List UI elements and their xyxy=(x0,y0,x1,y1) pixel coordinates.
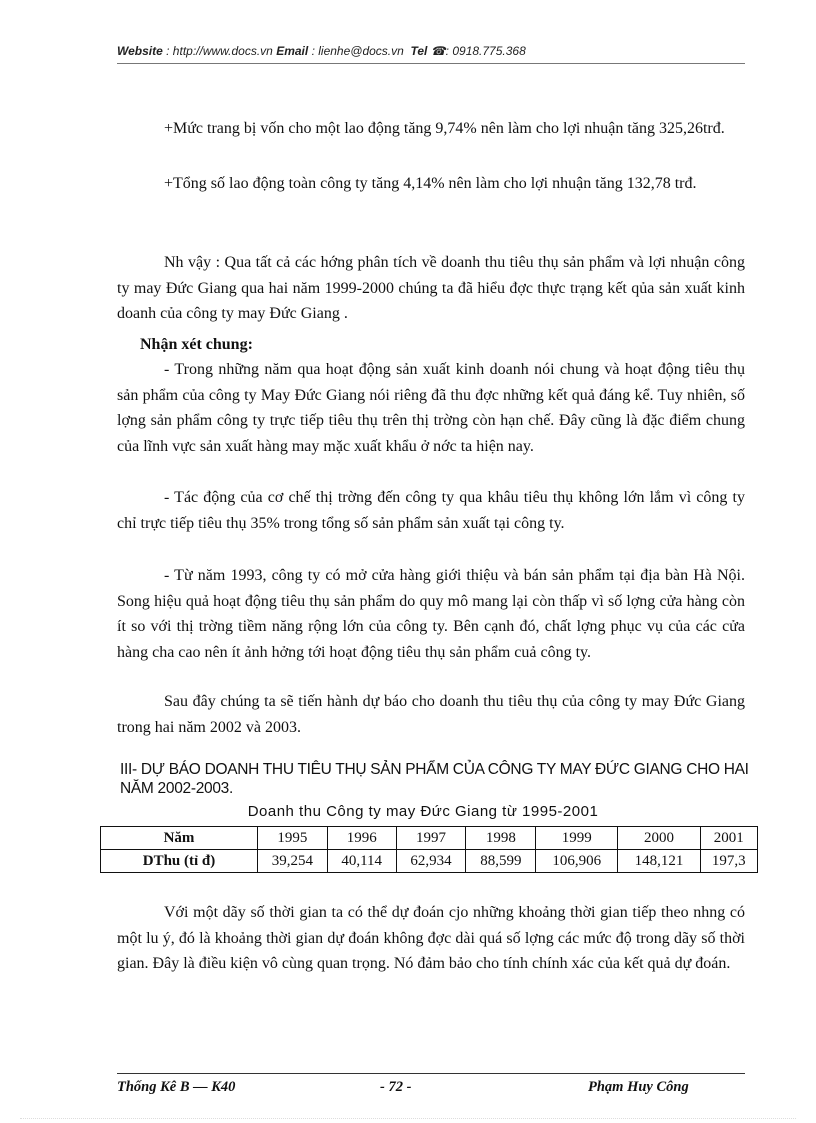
website-url[interactable]: : http://www.docs.vn xyxy=(166,44,273,58)
section-title: III- DỰ BÁO DOANH THU TIÊU THỤ SẢN PHẨM CỦA CÔNG TY MAY ĐỨC GIANG CHO HAI NĂM 2002-2003. xyxy=(120,761,749,797)
revenue-cell: 88,599 xyxy=(466,850,536,873)
year-cell: 1999 xyxy=(536,827,618,850)
revenue-table xyxy=(100,826,758,873)
tel-value: : 0918.775.368 xyxy=(445,44,526,58)
year-header-cell: Năm xyxy=(101,827,258,850)
paragraph-summary: Nh vậy : Qua tất cả các hớng phân tích về doanh thu tiêu thụ sản phẩm và lợi nhuận công ty may Đức Giang qua hai năm 1999-2000 chúng ta đã hiểu đợc thực trạng kết qủa sản xuất kinh doanh của công ty may Đức Giang . xyxy=(117,254,745,322)
revenue-cell: 39,254 xyxy=(258,850,328,873)
year-cell: 1995 xyxy=(258,827,328,850)
footer-left: Thống Kê B — K40 xyxy=(117,1079,236,1095)
page-bottom-border xyxy=(20,1118,796,1119)
paragraph-capital: +Mức trang bị vốn cho một lao động tăng 9,74% nên làm cho lợi nhuận tăng 325,26trđ. xyxy=(164,120,725,137)
year-cell: 1997 xyxy=(396,827,466,850)
revenue-header-cell: DThu (tỉ đ) xyxy=(101,850,258,873)
paragraph-labor: +Tổng số lao động toàn công ty tăng 4,14% nên làm cho lợi nhuận tăng 132,78 trđ. xyxy=(164,175,697,192)
page-number: - 72 - xyxy=(380,1079,412,1095)
header-divider xyxy=(117,63,745,64)
table-row xyxy=(101,850,758,873)
revenue-cell: 40,114 xyxy=(327,850,396,873)
paragraph-remark-2: - Tác động của cơ chế thị trờng đến công ty qua khâu tiêu thụ không lớn lắm vì công ty chỉ trực tiếp tiêu thụ 35% trong tổng số sản phẩm sản xuất tại công ty. xyxy=(117,489,745,532)
email-value[interactable]: : lienhe@docs.vn xyxy=(311,44,404,58)
paragraph-forecast-method: Với một dãy số thời gian ta có thể dự đoán cjo những khoảng thời gian tiếp theo nhng có một lu ý, đó là khoảng thời gian dự đoán không đợc dài quá số lợng các mức độ trong dãy số thời gian. Đây là điều kiện vô cùng quan trọng. Nó đảm bảo cho tính chính xác của kết quả dự đoán. xyxy=(117,904,745,972)
year-cell: 1996 xyxy=(327,827,396,850)
revenue-cell: 148,121 xyxy=(618,850,700,873)
tel-label: Tel xyxy=(410,44,428,58)
footer-divider xyxy=(117,1073,745,1074)
page-header xyxy=(117,44,745,58)
phone-icon: ☎ xyxy=(430,44,446,58)
website-label: Website xyxy=(117,44,163,58)
general-remarks-heading: Nhận xét chung: xyxy=(140,336,253,353)
year-cell: 2001 xyxy=(700,827,757,850)
revenue-cell: 106,906 xyxy=(536,850,618,873)
year-cell: 2000 xyxy=(618,827,700,850)
year-cell: 1998 xyxy=(466,827,536,850)
paragraph-remark-3: - Từ năm 1993, công ty có mở cửa hàng giới thiệu và bán sản phẩm tại địa bàn Hà Nội. Song hiệu quả hoạt động tiêu thụ sản phẩm do quy mô mang lại còn thấp vì số lợng cửa hàng còn ít so với thị trờng tiềm năng rộng lớn của công ty. Bên cạnh đó, chất lợng phục vụ của các cửa hàng cha cao nên ít ảnh hởng tới hoạt động tiêu thụ sản phẩm cuả công ty. xyxy=(117,567,745,661)
paragraph-forecast-intro: Sau đây chúng ta sẽ tiến hành dự báo cho doanh thu tiêu thụ của công ty may Đức Giang trong hai năm 2002 và 2003. xyxy=(117,693,745,736)
footer-author: Phạm Huy Công xyxy=(588,1079,689,1095)
table-row xyxy=(101,827,758,850)
revenue-cell: 197,3 xyxy=(700,850,757,873)
table-caption: Doanh thu Công ty may Đức Giang từ 1995-2001 xyxy=(247,803,599,820)
email-label: Email xyxy=(276,44,309,58)
revenue-cell: 62,934 xyxy=(396,850,466,873)
paragraph-remark-1: - Trong những năm qua hoạt động sản xuất kinh doanh nói chung và hoạt động tiêu thụ sản phẩm của công ty May Đức Giang nói riêng đã thu đợc những kết quả đáng kể. Tuy nhiên, số lợng sản phẩm công ty trực tiếp tiêu thụ trên thị trờng còn hạn chế. Đây cũng là đặc điểm chung của lĩnh vực sản xuất hàng may mặc xuất khẩu ở nớc ta hiện nay. xyxy=(117,361,745,455)
